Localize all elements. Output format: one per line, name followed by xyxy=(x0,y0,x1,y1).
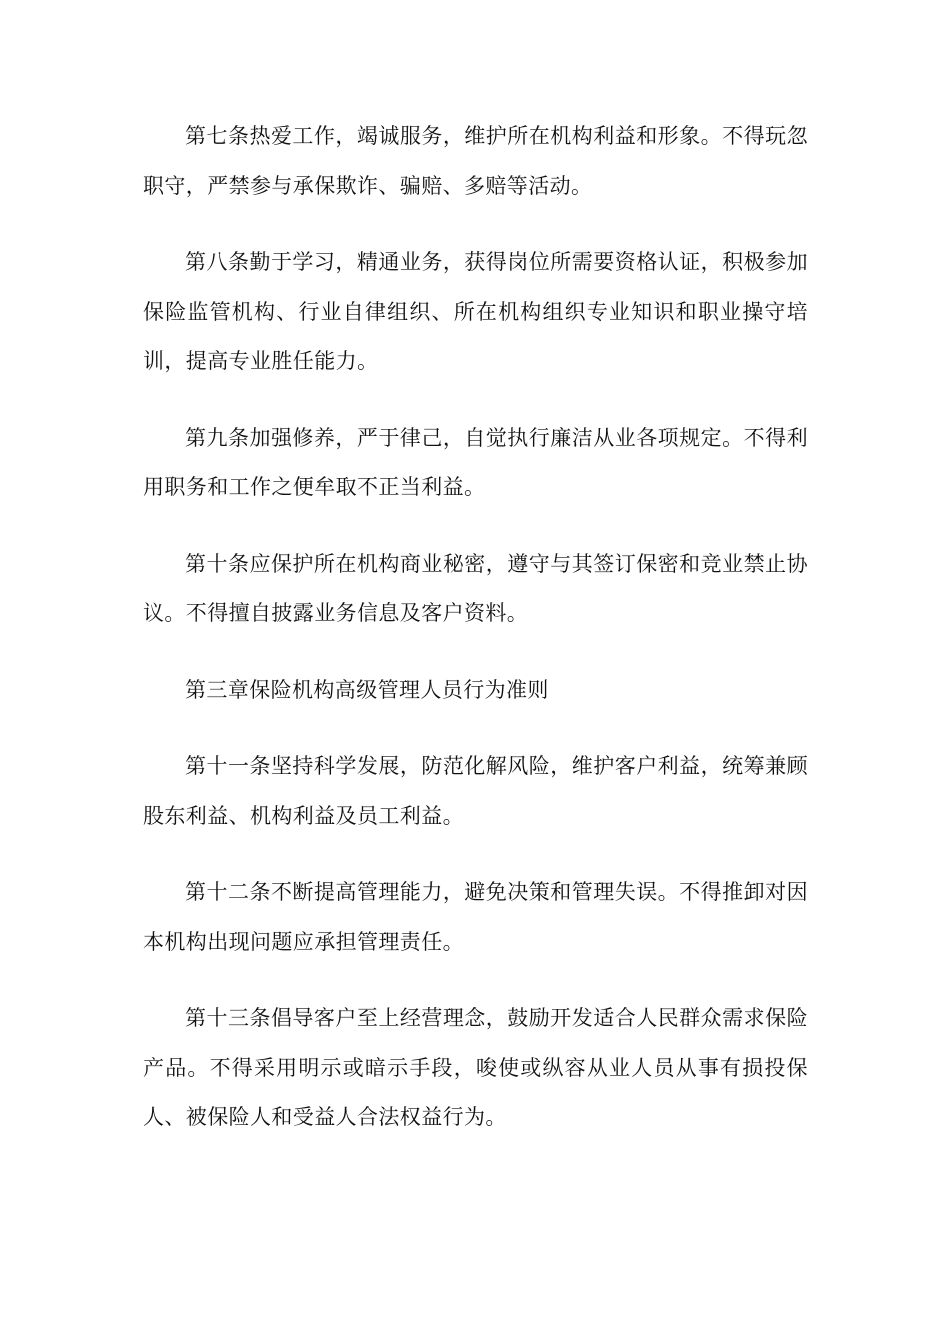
chapter-3-heading: 第三章保险机构高级管理人员行为准则 xyxy=(185,677,549,702)
article-7-paragraph: 第七条热爱工作，竭诚服务，维护所在机构利益和形象。不得玩忽职守，严禁参与承保欺诈、骗赔、多赔等活动。 xyxy=(143,124,808,198)
document-body xyxy=(143,112,808,1170)
article-12-paragraph: 第十二条不断提高管理能力，避免决策和管理失误。不得推卸对因本机构出现问题应承担管理责任。 xyxy=(143,880,808,954)
article-8-paragraph: 第八条勤于学习，精通业务，获得岗位所需要资格认证，积极参加保险监管机构、行业自律组织、所在机构组织专业知识和职业操守培训，提高专业胜任能力。 xyxy=(143,250,808,373)
article-11-paragraph: 第十一条坚持科学发展，防范化解风险，维护客户利益，统筹兼顾股东利益、机构利益及员工利益。 xyxy=(143,754,808,828)
article-13-paragraph: 第十三条倡导客户至上经营理念，鼓励开发适合人民群众需求保险产品。不得采用明示或暗示手段，唆使或纵容从业人员从事有损投保人、被保险人和受益人合法权益行为。 xyxy=(143,1006,808,1129)
article-10-paragraph: 第十条应保护所在机构商业秘密，遵守与其签订保密和竞业禁止协议。不得擅自披露业务信息及客户资料。 xyxy=(143,551,808,625)
article-9-paragraph: 第九条加强修养，严于律己，自觉执行廉洁从业各项规定。不得利用职务和工作之便牟取不正当利益。 xyxy=(143,425,808,499)
